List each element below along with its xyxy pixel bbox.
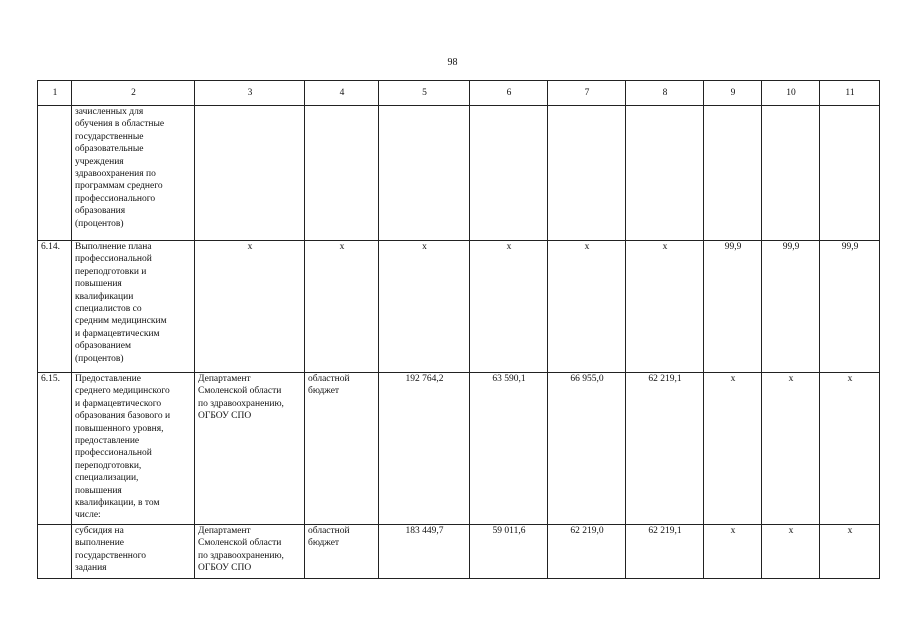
column-header: 2 — [72, 81, 195, 106]
value-cell: 62 219,0 — [548, 525, 626, 579]
row-number: 6.14. — [38, 241, 72, 373]
executor-cell — [195, 106, 305, 241]
value-cell — [762, 106, 820, 241]
column-header: 1 — [38, 81, 72, 106]
column-header: 10 — [762, 81, 820, 106]
funding-source-cell: областной бюджет — [305, 525, 379, 579]
indicator-name: Предоставление среднего медицинского и фармацевтического образования базового и повышенного уровня, предоставление профессиональной переподготовки, специализации, повышения квалификации, в том числе: — [72, 373, 195, 525]
row-number — [38, 525, 72, 579]
value-cell: 59 011,6 — [470, 525, 548, 579]
column-header: 3 — [195, 81, 305, 106]
value-cell: x — [704, 373, 762, 525]
value-cell: x — [626, 241, 704, 373]
funding-source-cell — [305, 106, 379, 241]
table-row — [38, 525, 880, 579]
value-cell: 99,9 — [820, 241, 880, 373]
column-header: 5 — [379, 81, 470, 106]
value-cell — [470, 106, 548, 241]
value-cell: x — [762, 373, 820, 525]
column-header: 9 — [704, 81, 762, 106]
value-cell: 62 219,1 — [626, 373, 704, 525]
value-cell: 66 955,0 — [548, 373, 626, 525]
value-cell: x — [820, 373, 880, 525]
value-cell — [626, 106, 704, 241]
value-cell: x — [470, 241, 548, 373]
column-header: 8 — [626, 81, 704, 106]
value-cell: x — [704, 525, 762, 579]
program-table — [37, 80, 880, 579]
funding-source-cell: областной бюджет — [305, 373, 379, 525]
table-header-row — [38, 81, 880, 106]
value-cell: 99,9 — [762, 241, 820, 373]
value-cell: 192 764,2 — [379, 373, 470, 525]
indicator-name: зачисленных для обучения в областные государственные образовательные учреждения здравоохранения по программам среднего профессионального образования (процентов) — [72, 106, 195, 241]
page-number: 98 — [447, 57, 458, 68]
value-cell — [704, 106, 762, 241]
column-header: 7 — [548, 81, 626, 106]
value-cell — [379, 106, 470, 241]
column-header: 11 — [820, 81, 880, 106]
row-number — [38, 106, 72, 241]
indicator-name: субсидия на выполнение государственного задания — [72, 525, 195, 579]
value-cell — [820, 106, 880, 241]
row-number: 6.15. — [38, 373, 72, 525]
value-cell: 62 219,1 — [626, 525, 704, 579]
value-cell: x — [762, 525, 820, 579]
value-cell: 183 449,7 — [379, 525, 470, 579]
value-cell: x — [379, 241, 470, 373]
table-row — [38, 241, 880, 373]
value-cell — [548, 106, 626, 241]
indicator-name: Выполнение плана профессиональной переподготовки и повышения квалификации специалистов со средним медицинским и фармацевтическим образованием (процентов) — [72, 241, 195, 373]
table-row — [38, 106, 880, 241]
value-cell: 99,9 — [704, 241, 762, 373]
column-header: 6 — [470, 81, 548, 106]
column-header: 4 — [305, 81, 379, 106]
executor-cell: Департамент Смоленской области по здравоохранению, ОГБОУ СПО — [195, 373, 305, 525]
table-row — [38, 373, 880, 525]
funding-source-cell: x — [305, 241, 379, 373]
value-cell: x — [820, 525, 880, 579]
value-cell: x — [548, 241, 626, 373]
executor-cell: x — [195, 241, 305, 373]
executor-cell: Департамент Смоленской области по здравоохранению, ОГБОУ СПО — [195, 525, 305, 579]
value-cell: 63 590,1 — [470, 373, 548, 525]
